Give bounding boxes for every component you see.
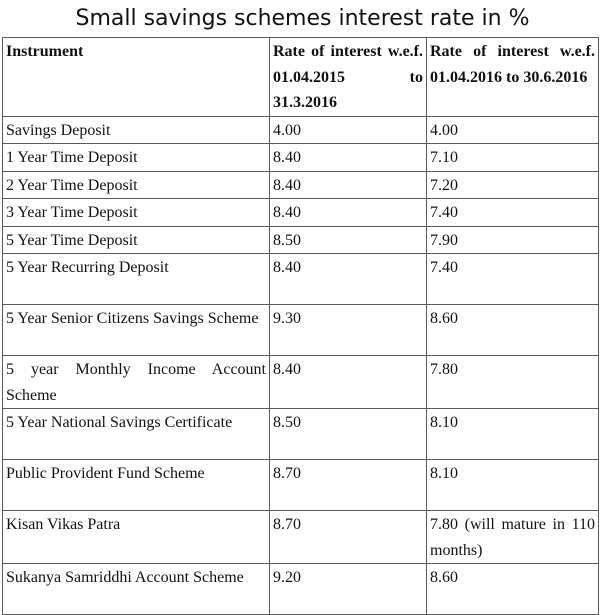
- rate-2016-cell: 8.60: [427, 305, 599, 356]
- rate-2016-cell: 7.90: [427, 226, 599, 254]
- instrument-cell: 5 Year Time Deposit: [3, 226, 270, 254]
- page-title: Small savings schemes interest rate in %: [75, 6, 530, 31]
- table-header-row: [3, 38, 599, 117]
- rate-2015-cell: 9.20: [270, 564, 427, 615]
- table-row: [3, 144, 599, 172]
- rate-2016-cell: 7.80 (will mature in 110 months): [427, 511, 599, 564]
- header-instrument: Instrument: [3, 38, 270, 117]
- table-row: [3, 356, 599, 409]
- header-rate-2015: Rate of interest w.e.f. 01.04.2015 to 31.3.2016: [270, 38, 427, 117]
- rate-2015-cell: 9.30: [270, 305, 427, 356]
- table-row: [3, 116, 599, 144]
- rate-2016-cell: 7.40: [427, 254, 599, 305]
- table-row: [3, 511, 599, 564]
- rate-2016-cell: 8.10: [427, 409, 599, 460]
- rate-2016-cell: 7.20: [427, 171, 599, 199]
- instrument-cell: 5 Year Recurring Deposit: [3, 254, 270, 305]
- rate-2016-cell: 4.00: [427, 116, 599, 144]
- header-rate-2016: Rate of interest w.e.f. 01.04.2016 to 30.6.2016: [427, 38, 599, 117]
- table-row: [3, 409, 599, 460]
- instrument-cell: 5 year Monthly Income Account Scheme: [3, 356, 270, 409]
- instrument-cell: Sukanya Samriddhi Account Scheme: [3, 564, 270, 615]
- instrument-cell: 5 Year National Savings Certificate: [3, 409, 270, 460]
- instrument-cell: Public Provident Fund Scheme: [3, 460, 270, 511]
- rate-2015-cell: 4.00: [270, 116, 427, 144]
- rate-2015-cell: 8.50: [270, 409, 427, 460]
- rate-2016-cell: 7.80: [427, 356, 599, 409]
- instrument-cell: 5 Year Senior Citizens Savings Scheme: [3, 305, 270, 356]
- table-row: [3, 171, 599, 199]
- table-row: [3, 254, 599, 305]
- rate-2016-cell: 8.10: [427, 460, 599, 511]
- rate-2015-cell: 8.40: [270, 171, 427, 199]
- rate-2016-cell: 8.60: [427, 564, 599, 615]
- rate-2015-cell: 8.50: [270, 226, 427, 254]
- instrument-cell: 3 Year Time Deposit: [3, 199, 270, 227]
- instrument-cell: 1 Year Time Deposit: [3, 144, 270, 172]
- instrument-cell: Savings Deposit: [3, 116, 270, 144]
- rate-2015-cell: 8.70: [270, 511, 427, 564]
- rate-2016-cell: 7.10: [427, 144, 599, 172]
- rate-2016-cell: 7.40: [427, 199, 599, 227]
- table-row: [3, 460, 599, 511]
- rate-2015-cell: 8.40: [270, 356, 427, 409]
- table-row: [3, 564, 599, 615]
- rate-2015-cell: 8.70: [270, 460, 427, 511]
- instrument-cell: Kisan Vikas Patra: [3, 511, 270, 564]
- instrument-cell: 2 Year Time Deposit: [3, 171, 270, 199]
- rate-2015-cell: 8.40: [270, 254, 427, 305]
- interest-rate-table: [2, 37, 599, 615]
- rate-2015-cell: 8.40: [270, 144, 427, 172]
- table-row: [3, 305, 599, 356]
- table-row: [3, 199, 599, 227]
- rate-2015-cell: 8.40: [270, 199, 427, 227]
- table-row: [3, 226, 599, 254]
